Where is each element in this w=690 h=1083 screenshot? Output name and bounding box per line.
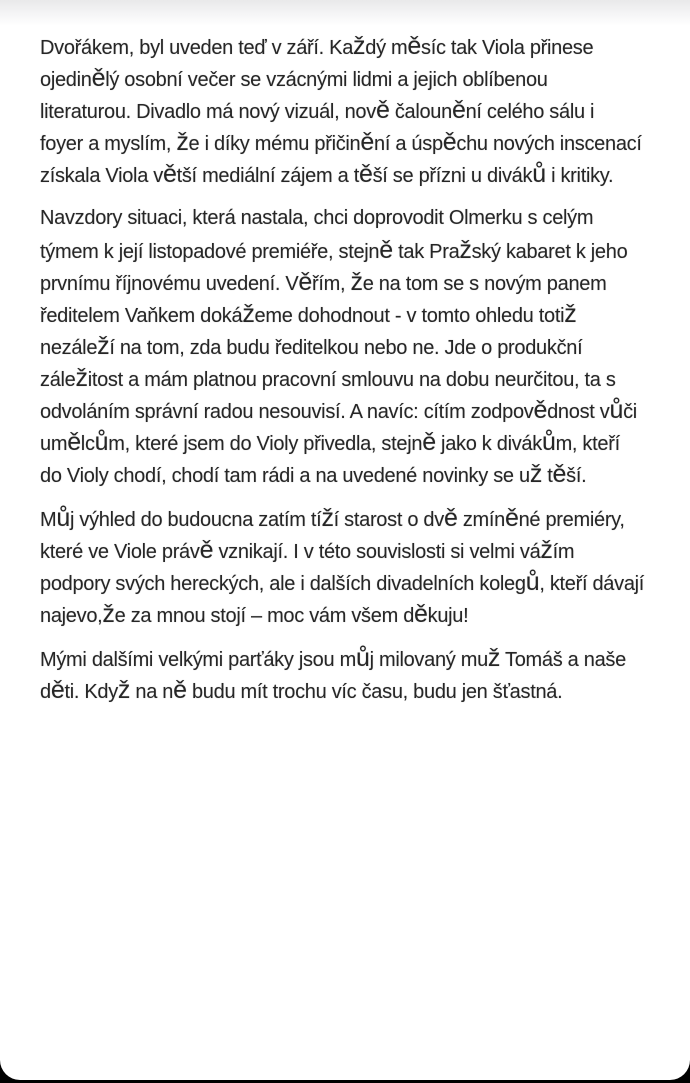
oversized-diacritic-glyph: ž [321, 504, 334, 532]
oversized-diacritic-glyph: ě [442, 128, 457, 156]
oversized-diacritic-glyph: ě [375, 96, 390, 124]
oversized-diacritic-glyph: ě [173, 676, 187, 704]
text-line: prvnímu říjnovému uvedení. Věřím, že na tom se s novým panem [40, 268, 607, 296]
oversized-diacritic-glyph: ž [117, 676, 131, 704]
oversized-diacritic-glyph: ž [529, 460, 543, 488]
text-line: najevo,že za mnou stojí – moc vám všem děkuju! [40, 600, 469, 628]
oversized-diacritic-glyph: ě [443, 504, 458, 532]
paragraph [40, 30, 660, 190]
text-line: nezáleží na tom, zda budu ředitelkou nebo ne. Jde o produkční [40, 332, 583, 360]
text-line: získala Viola větší mediální zájem a těší se přízni u diváků i kritiky. [40, 160, 614, 188]
text-line: odvoláním správní radou nesouvisí. A navíc: cítím zodpovědnost vůči [40, 396, 637, 424]
text-line: ojedinělý osobní večer se vzácnými lidmi a jejich oblíbenou [40, 64, 548, 92]
oversized-diacritic-glyph: ě [533, 396, 548, 424]
oversized-diacritic-glyph: ž [176, 128, 189, 156]
oversized-diacritic-glyph: ě [50, 676, 65, 704]
oversized-diacritic-glyph: ž [564, 300, 577, 328]
text-line: literaturou. Divadlo má nový vizuál, nově čalounění celého sálu i [40, 96, 595, 124]
oversized-diacritic-glyph: ž [487, 644, 501, 672]
oversized-diacritic-glyph: ě [504, 504, 519, 532]
oversized-diacritic-glyph: ě [407, 32, 421, 60]
text-line: Mými dalšími velkými parťáky jsou můj milovaný muž Tomáš a naše [40, 644, 626, 672]
oversized-diacritic-glyph: ž [459, 236, 472, 264]
oversized-diacritic-glyph: ě [552, 460, 567, 488]
oversized-diacritic-glyph: ě [414, 600, 428, 628]
oversized-diacritic-glyph: ě [360, 128, 374, 156]
text-line: ředitelem Vaňkem dokážeme dohodnout - v tomto ohledu totiž [40, 300, 577, 328]
oversized-diacritic-glyph: ů [532, 160, 546, 188]
oversized-diacritic-glyph: ě [422, 428, 436, 456]
oversized-diacritic-glyph: ž [242, 300, 255, 328]
oversized-diacritic-glyph: ů [94, 428, 109, 456]
text-line: Můj výhled do budoucna zatím tíží starost o dvě zmíněné premiéry, [40, 504, 625, 532]
oversized-diacritic-glyph: ě [199, 536, 214, 564]
oversized-diacritic-glyph: ě [379, 236, 393, 264]
text-line: umělcům, které jsem do Violy přivedla, stejně jako k divákům, kteří [40, 428, 620, 456]
oversized-diacritic-glyph: ů [541, 428, 556, 456]
text-line: děti. Když na ně budu mít trochu víc času, budu jen šťastná. [40, 676, 563, 704]
oversized-diacritic-glyph: ě [451, 96, 466, 124]
text-line: týmem k její listopadové premiéře, stejně tak Pražský kabaret k jeho [40, 236, 628, 264]
oversized-diacritic-glyph: ů [525, 568, 540, 596]
paragraph [40, 642, 660, 706]
oversized-diacritic-glyph: ž [97, 332, 110, 360]
oversized-diacritic-glyph: ů [609, 396, 624, 424]
oversized-diacritic-glyph: ě [298, 268, 313, 296]
oversized-diacritic-glyph: ž [353, 32, 366, 60]
oversized-diacritic-glyph: ž [75, 364, 88, 392]
oversized-diacritic-glyph: ě [91, 64, 106, 92]
text-line: Dvořákem, byl uveden teď v září. Každý měsíc tak Viola přinese [40, 32, 594, 60]
oversized-diacritic-glyph: ů [355, 644, 370, 672]
text-line: které ve Viole právě vznikají. I v této souvislosti si velmi vážím [40, 536, 575, 564]
paragraph [40, 202, 660, 490]
oversized-diacritic-glyph: ě [162, 160, 177, 188]
text-line: do Violy chodí, chodí tam rádi a na uvedené novinky se už těší. [40, 460, 587, 488]
text-line: záležitost a mám platnou pracovní smlouvu na dobu neurčitou, ta s [40, 364, 616, 392]
oversized-diacritic-glyph: ě [67, 428, 81, 456]
text-line: Navzdory situaci, která nastala, chci doprovodit Olmerku s celým [40, 207, 594, 229]
oversized-diacritic-glyph: ž [350, 268, 363, 296]
text-line: foyer a myslím, že i díky mému přičinění a úspěchu nových inscenací [40, 128, 642, 156]
paragraph [40, 502, 660, 630]
oversized-diacritic-glyph: ě [358, 160, 373, 188]
oversized-diacritic-glyph: ž [102, 600, 115, 628]
oversized-diacritic-glyph: ž [540, 536, 553, 564]
text-line: podpory svých hereckých, ale i dalších divadelních kolegů, kteří dávají [40, 568, 645, 596]
oversized-diacritic-glyph: ů [56, 504, 70, 532]
